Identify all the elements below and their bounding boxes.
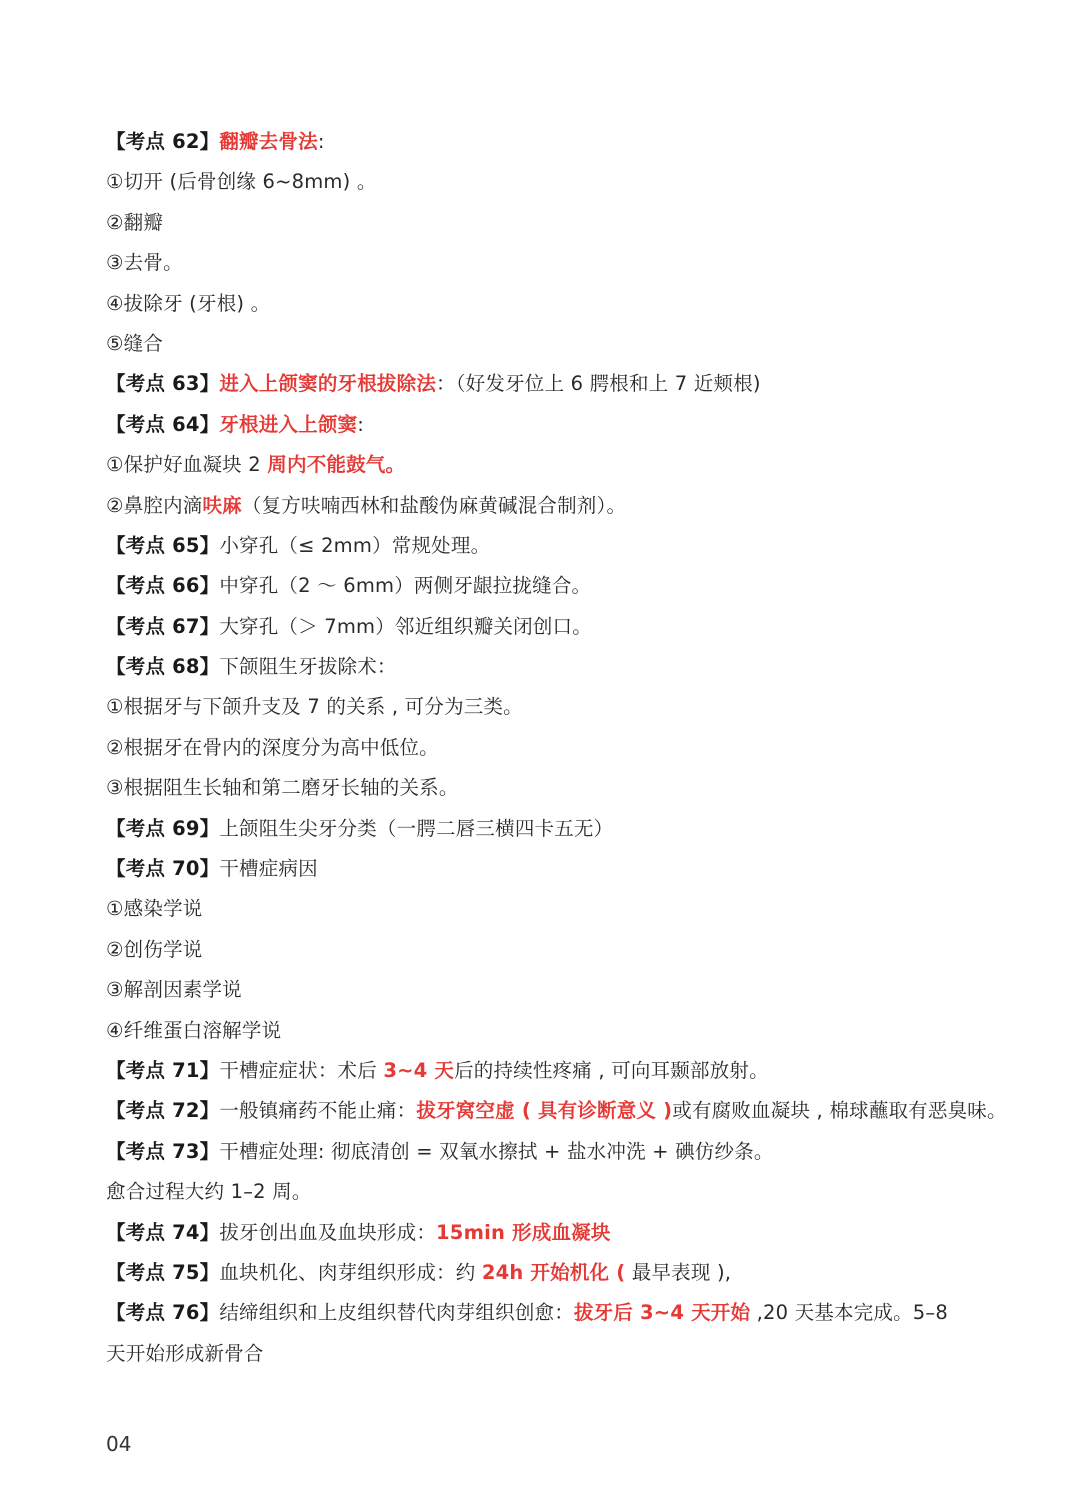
text-line <box>106 768 1006 808</box>
text-line <box>106 486 1006 526</box>
text-segment: 小穿孔（≤ 2mm）常规处理。 <box>219 533 491 557</box>
text-segment: : <box>357 412 365 436</box>
text-segment: ③去骨。 <box>106 251 183 275</box>
text-segment: ②鼻腔内滴 <box>106 493 203 517</box>
text-segment: 最早表现 ), <box>625 1260 732 1284</box>
text-line <box>106 243 1006 283</box>
text-segment: 下颌阻生牙拔除术： <box>219 655 397 679</box>
text-segment: 血块机化、肉芽组织形成：约 <box>219 1260 482 1284</box>
text-segment: 一般镇痛药不能止痛： <box>219 1099 417 1123</box>
text-line <box>106 930 1006 970</box>
exam-point-label: 【考点 74】 <box>106 1220 220 1244</box>
text-segment: ①保护好血凝块 2 <box>106 453 268 477</box>
exam-point-label: 【考点 75】 <box>106 1260 220 1284</box>
exam-point-label: 【考点 73】 <box>106 1139 220 1163</box>
text-segment: 中穿孔（2 ～ 6mm）两侧牙龈拉拢缝合。 <box>219 574 592 598</box>
text-line <box>106 1091 1006 1131</box>
text-segment: ②翻瓣 <box>106 210 164 234</box>
exam-point-label: 【考点 72】 <box>106 1099 220 1123</box>
text-line <box>106 1172 1006 1212</box>
content-body <box>106 122 1006 1374</box>
text-line <box>106 728 1006 768</box>
highlighted-text: 拔牙窝空虚 ( 具有诊断意义 ) <box>416 1099 673 1123</box>
text-line <box>106 1253 1006 1293</box>
highlighted-text: 牙根进入上颌窦 <box>219 412 358 436</box>
exam-point-label: 【考点 76】 <box>106 1301 220 1325</box>
exam-point-label: 【考点 64】 <box>106 412 220 436</box>
text-line <box>106 809 1006 849</box>
text-segment: ：（好发牙位上 6 腭根和上 7 近颊根) <box>436 372 761 396</box>
text-segment: 大穿孔（＞ 7mm）邻近组织瓣关闭创口。 <box>219 614 592 638</box>
text-line <box>106 445 1006 485</box>
text-segment: ①切开 (后骨创缘 6~8mm) 。 <box>106 170 377 194</box>
text-line <box>106 889 1006 929</box>
text-line <box>106 203 1006 243</box>
text-line <box>106 970 1006 1010</box>
exam-point-label: 【考点 71】 <box>106 1058 220 1082</box>
exam-point-label: 【考点 70】 <box>106 857 220 881</box>
text-segment: ⑤缝合 <box>106 331 164 355</box>
text-line <box>106 607 1006 647</box>
text-segment: ②根据牙在骨内的深度分为高中低位。 <box>106 735 439 759</box>
text-line <box>106 284 1006 324</box>
text-segment: ②创伤学说 <box>106 937 203 961</box>
text-segment: 上颌阻生尖牙分类（一腭二唇三横四卡五无） <box>219 816 614 840</box>
text-line <box>106 849 1006 889</box>
exam-point-label: 【考点 63】 <box>106 372 220 396</box>
text-line <box>106 566 1006 606</box>
text-line <box>106 405 1006 445</box>
text-segment: 后的持续性疼痛 , 可向耳颞部放射。 <box>454 1058 769 1082</box>
exam-point-label: 【考点 69】 <box>106 816 220 840</box>
text-segment: ③解剖因素学说 <box>106 978 242 1002</box>
text-segment: ④纤维蛋白溶解学说 <box>106 1018 282 1042</box>
text-segment: 结缔组织和上皮组织替代肉芽组织创愈： <box>219 1301 574 1325</box>
text-line <box>106 1011 1006 1051</box>
text-line <box>106 647 1006 687</box>
text-segment: 干槽症症状：术后 <box>219 1058 384 1082</box>
highlighted-text: 3~4 天 <box>383 1058 455 1082</box>
text-segment: ,20 天基本完成。5–8 <box>750 1301 948 1325</box>
exam-point-label: 【考点 62】 <box>106 130 220 153</box>
text-segment: ①感染学说 <box>106 897 203 921</box>
text-segment: ①根据牙与下颌升支及 7 的关系 , 可分为三类。 <box>106 695 523 719</box>
text-line <box>106 324 1006 364</box>
highlighted-text: 24h 开始机化 ( <box>481 1260 626 1284</box>
text-segment: : <box>317 130 325 153</box>
text-segment: 干槽症病因 <box>219 857 318 881</box>
text-line <box>106 122 1006 162</box>
text-segment: 拔牙创出血及血块形成： <box>219 1220 437 1244</box>
text-segment: （复方呋喃西林和盐酸伪麻黄碱混合制剂）。 <box>241 493 627 517</box>
text-line <box>106 1213 1006 1253</box>
text-line <box>106 1334 1006 1374</box>
highlighted-text: 拔牙后 3~4 天开始 <box>573 1301 751 1325</box>
text-line <box>106 687 1006 727</box>
text-line <box>106 1293 1006 1333</box>
text-segment: 愈合过程大约 1–2 周。 <box>106 1180 312 1204</box>
text-line <box>106 162 1006 202</box>
exam-point-label: 【考点 65】 <box>106 533 220 557</box>
highlighted-text: 进入上颌窦的牙根拔除法 <box>219 372 437 396</box>
text-segment: ④拔除牙 (牙根) 。 <box>106 291 271 315</box>
exam-point-label: 【考点 67】 <box>106 614 220 638</box>
text-line <box>106 1132 1006 1172</box>
text-segment: 天开始形成新骨合 <box>106 1341 264 1365</box>
highlighted-text: 周内不能鼓气。 <box>267 453 406 477</box>
text-line <box>106 1051 1006 1091</box>
text-segment: 或有腐败血凝块 , 棉球蘸取有恶臭味。 <box>672 1099 1007 1123</box>
highlighted-text: 呋麻 <box>202 493 242 517</box>
exam-point-label: 【考点 66】 <box>106 574 220 598</box>
highlighted-text: 15min 形成血凝块 <box>436 1220 611 1244</box>
text-line <box>106 526 1006 566</box>
page-number: 04 <box>106 1432 132 1456</box>
text-segment: 干槽症处理: 彻底清创 = 双氧水擦拭 + 盐水冲洗 + 碘仿纱条。 <box>219 1139 774 1163</box>
highlighted-text: 翻瓣去骨法 <box>219 130 318 153</box>
text-line <box>106 364 1006 404</box>
exam-point-label: 【考点 68】 <box>106 655 220 679</box>
text-segment: ③根据阻生长轴和第二磨牙长轴的关系。 <box>106 776 459 800</box>
